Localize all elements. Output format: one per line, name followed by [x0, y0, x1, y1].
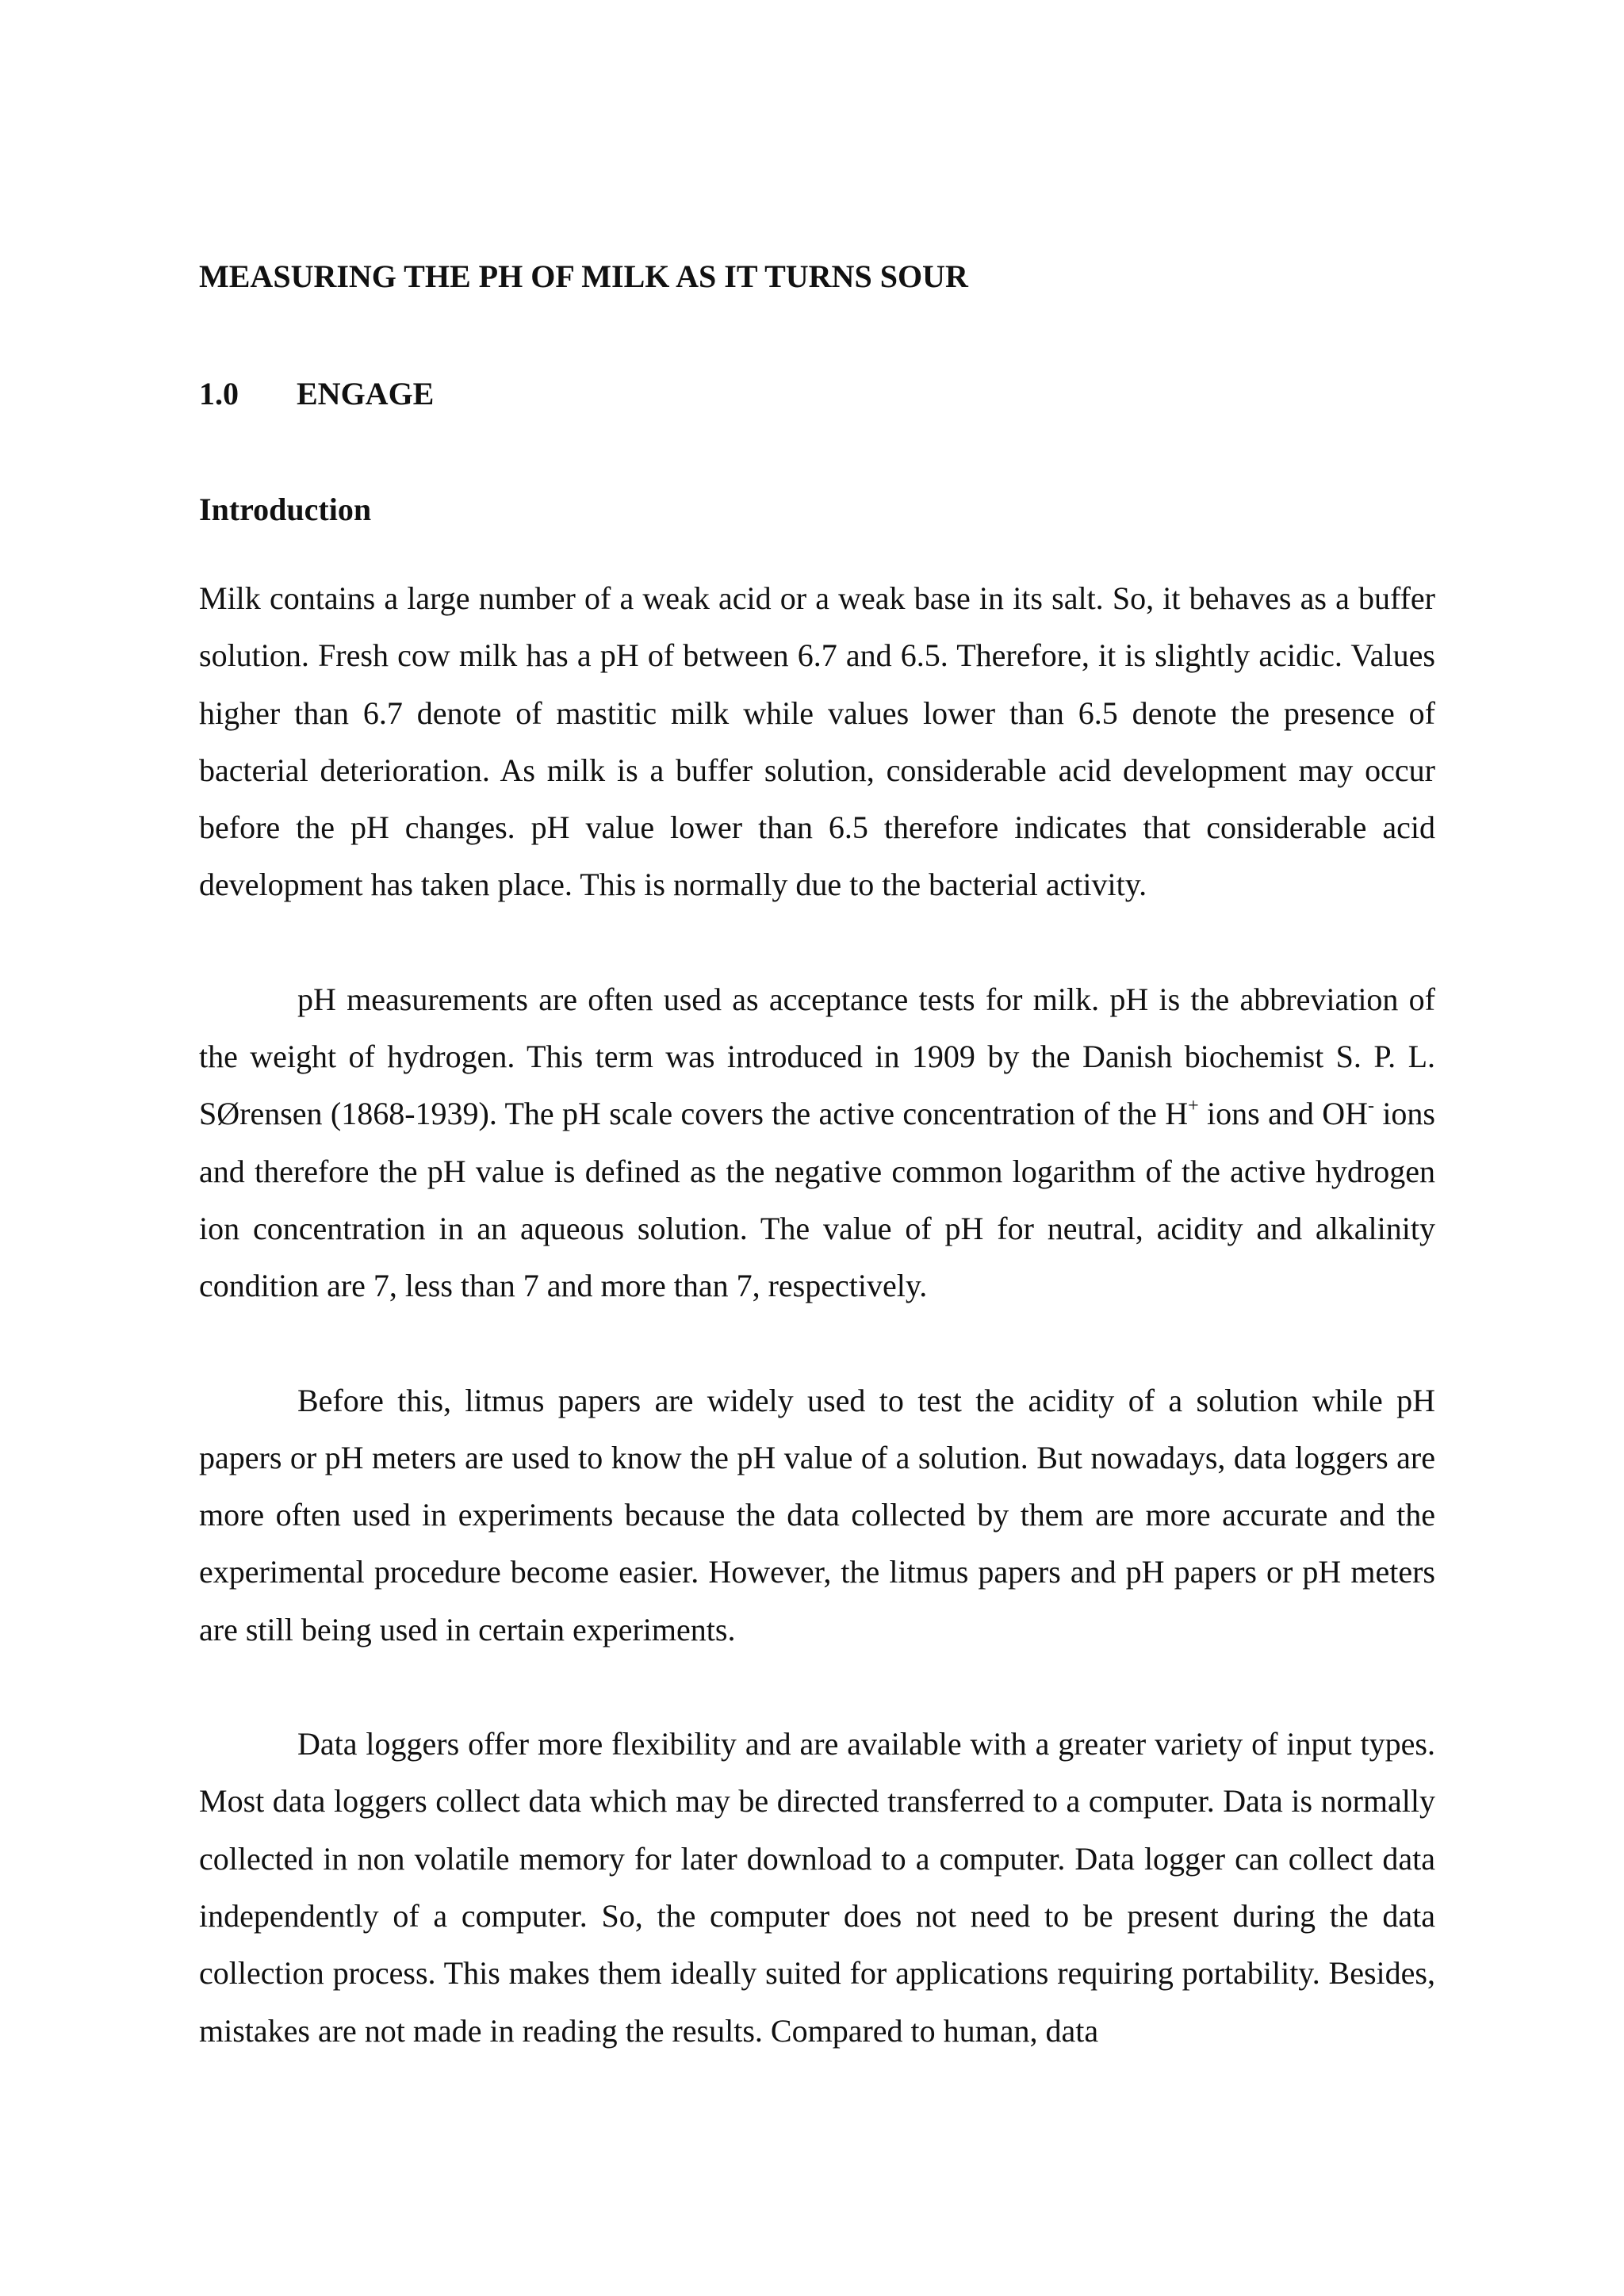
paragraph-2-part-c: ions and therefore the pH value is defined as the negative common logarithm of the active hydrogen ion concentration in an aqueous solution. The value of pH for neutral, acidity and alkalinity condition are 7, less than 7 and more than 7, respectively. [199, 1096, 1435, 1304]
document-title: MEASURING THE PH OF MILK AS IT TURNS SOUR [199, 258, 968, 294]
paragraph-4: Data loggers offer more flexibility and are available with a greater variety of input types. Most data loggers collect data which may be directed transferred to a computer. Data is normally collected in non volatile memory for later download to a computer. Data logger can collect data independently of a computer. So, the computer does not need to be present during the data collection process. This makes them ideally suited for applications requiring portability. Besides, mistakes are not made in reading the results. Compared to human, data [199, 1726, 1435, 2049]
section-number: 1.0 [199, 376, 239, 411]
document-page [199, 258, 1435, 2060]
paragraph-2 [199, 971, 1435, 1315]
paragraph-2-part-b: ions and OH [1198, 1096, 1368, 1132]
section-label: ENGAGE [297, 376, 435, 411]
superscript-minus: - [1367, 1096, 1374, 1117]
subheading-introduction: Introduction [199, 492, 372, 527]
paragraph-2-part-a: pH measurements are often used as acceptance tests for milk. pH is the abbreviation of the weight of hydrogen. This term was introduced in 1909 by the Danish biochemist S. P. L. SØrensen (1868-1939). The pH scale covers the active concentration of the H [199, 981, 1435, 1132]
paragraph-1: Milk contains a large number of a weak acid or a weak base in its salt. So, it behaves as a buffer solution. Fresh cow milk has a pH of between 6.7 and 6.5. Therefore, it is slightly acidic. Values higher than 6.7 denote of mastitic milk while values lower than 6.5 denote the presence of bacterial deterioration. As milk is a buffer solution, considerable acid development may occur before the pH changes. pH value lower than 6.5 therefore indicates that considerable acid development has taken place. This is normally due to the bacterial activity. [199, 580, 1435, 903]
superscript-plus: + [1188, 1096, 1199, 1117]
paragraph-3: Before this, litmus papers are widely used to test the acidity of a solution while pH papers or pH meters are used to know the pH value of a solution. But nowadays, data loggers are more often used in experiments because the data collected by them are more accurate and the experimental procedure become easier. However, the litmus papers and pH papers or pH meters are still being used in certain experiments. [199, 1382, 1435, 1647]
section-heading [199, 375, 1435, 413]
